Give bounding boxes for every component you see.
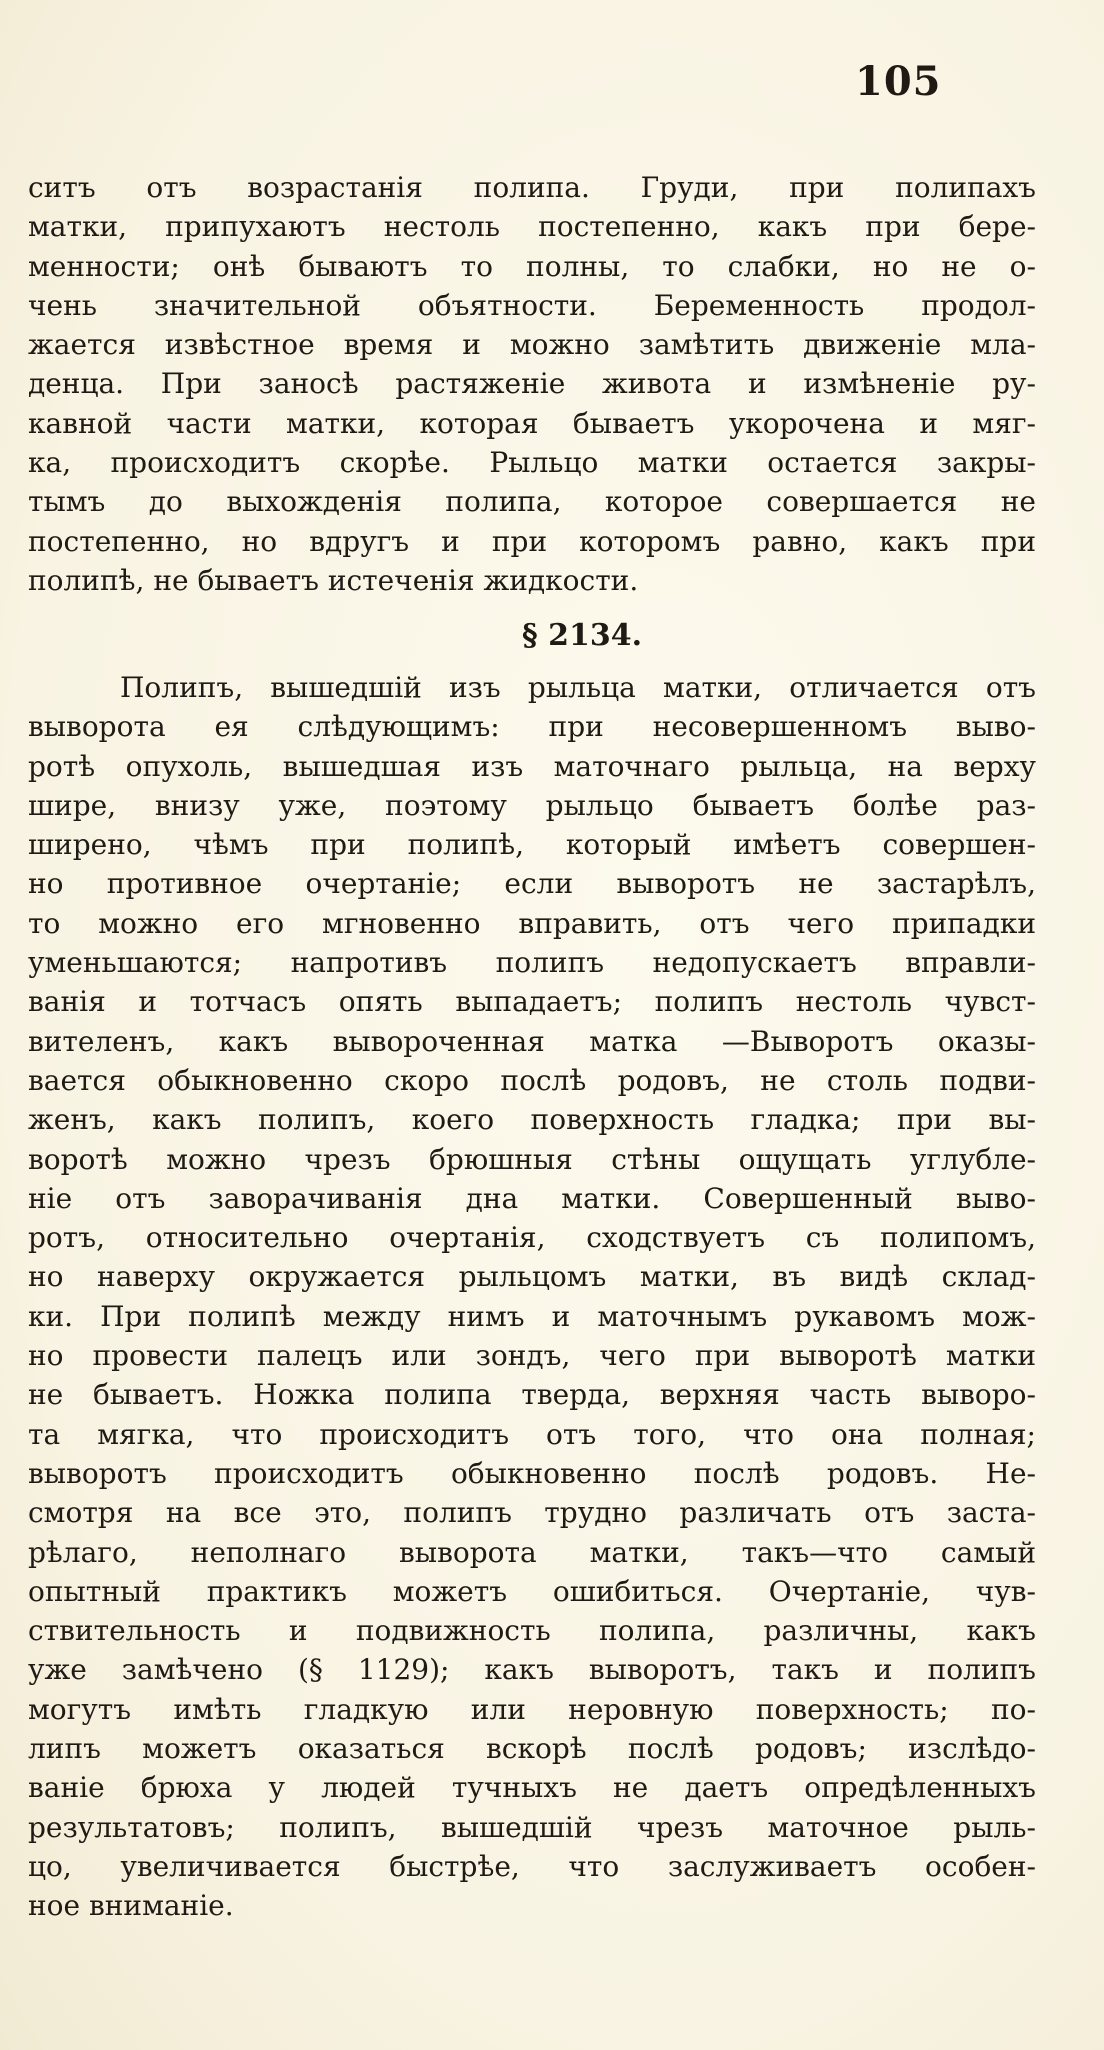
text-line: опытный практикъ можетъ ошибиться. Очертаніе, чув- bbox=[28, 1574, 1036, 1608]
text-line: выворотъ происходитъ обыкновенно послѣ родовъ. Не- bbox=[28, 1456, 1036, 1490]
text-line: жается извѣстное время и можно замѣтить движеніе мла- bbox=[28, 328, 1036, 362]
text-line: ка, происходитъ скорѣе. Рыльцо матки остается закры- bbox=[28, 446, 1036, 480]
text-line: то можно его мгновенно вправить, отъ чего припадки bbox=[28, 906, 1036, 940]
text-line: но провести палецъ или зондъ, чего при выворотѣ матки bbox=[28, 1339, 1036, 1373]
text-line: та мягка, что происходитъ отъ того, что она полная; bbox=[28, 1417, 1036, 1451]
text-line: вается обыкновенно скоро послѣ родовъ, не столь подви- bbox=[28, 1063, 1036, 1097]
text-line: но противное очертаніе; если выворотъ не застарѣлъ, bbox=[28, 867, 1036, 901]
text-line: чень значительной объятности. Беременность продол- bbox=[28, 288, 1036, 322]
text-line: воротѣ можно чрезъ брюшныя стѣны ощущать углубле- bbox=[28, 1142, 1036, 1176]
text-line: могутъ имѣть гладкую или неровную поверхность; по- bbox=[28, 1692, 1036, 1726]
text-line: рѣлаго, неполнаго выворота матки, такъ—что самый bbox=[28, 1535, 1036, 1569]
text-line: шире, внизу уже, поэтому рыльцо бываетъ болѣе раз- bbox=[28, 788, 1036, 822]
text-line: не бываетъ. Ножка полипа тверда, верхняя часть выворо- bbox=[28, 1378, 1036, 1412]
text-line: ванія и тотчасъ опять выпадаетъ; полипъ нестоль чувст- bbox=[28, 985, 1036, 1019]
text-line: матки, припухаютъ нестоль постепенно, какъ при бере- bbox=[28, 210, 1036, 244]
text-line: полипѣ, не бываетъ истеченія жидкости. bbox=[28, 563, 639, 597]
text-line: ситъ отъ возрастанія полипа. Груди, при полипахъ bbox=[28, 171, 1036, 204]
text-line: женъ, какъ полипъ, коего поверхность гладка; при вы- bbox=[28, 1103, 1036, 1137]
text-line: но наверху окружается рыльцомъ матки, въ видѣ склад- bbox=[28, 1260, 1036, 1294]
text-line: денца. При заносѣ растяженіе живота и измѣненіе ру- bbox=[28, 367, 1036, 401]
text-line: кавной части матки, которая бываетъ укорочена и мяг- bbox=[28, 406, 1036, 440]
paragraph-2 bbox=[28, 668, 1036, 1926]
text-line: постепенно, но вдругъ и при которомъ равно, какъ при bbox=[28, 524, 1036, 558]
text-line: тымъ до выхожденія полипа, которое совершается не bbox=[28, 485, 1036, 519]
text-line: смотря на все это, полипъ трудно различать отъ заста- bbox=[28, 1496, 1036, 1530]
text-line: менности; онѣ бываютъ то полны, то слабки, но не о- bbox=[28, 249, 1036, 283]
text-line: ротъ, относительно очертанія, сходствуетъ съ полипомъ, bbox=[28, 1221, 1036, 1255]
text-line: липъ можетъ оказаться вскорѣ послѣ родовъ; изслѣдо- bbox=[28, 1732, 1036, 1766]
text-line: уже замѣчено (§ 1129); какъ выворотъ, такъ и полипъ bbox=[28, 1653, 1036, 1687]
text-line: цо, увеличивается быстрѣе, что заслуживаетъ особен- bbox=[28, 1849, 1036, 1883]
text-line: Полипъ, вышедшій изъ рыльца матки, отличается отъ bbox=[120, 671, 1036, 704]
text-line: ки. При полипѣ между нимъ и маточнымъ рукавомъ мож- bbox=[28, 1299, 1036, 1333]
text-line: ное вниманіе. bbox=[28, 1889, 234, 1923]
page-number: 105 bbox=[855, 58, 942, 105]
paragraph-1 bbox=[28, 168, 1036, 600]
text-line: выворота ея слѣдующимъ: при несовершенномъ выво- bbox=[28, 710, 1036, 744]
text-line: вителенъ, какъ вывороченная матка —Выворотъ оказы- bbox=[28, 1024, 1036, 1058]
text-line: ширено, чѣмъ при полипѣ, который имѣетъ совершен- bbox=[28, 828, 1036, 862]
text-line: уменьшаются; напротивъ полипъ недопускаетъ вправли- bbox=[28, 946, 1036, 980]
text-line: ваніе брюха у людей тучныхъ не даетъ опредѣленныхъ bbox=[28, 1771, 1036, 1805]
section-heading: § 2134. bbox=[521, 618, 643, 653]
text-line: ніе отъ заворачиванія дна матки. Совершенный выво- bbox=[28, 1181, 1036, 1215]
text-line: результатовъ; полипъ, вышедшій чрезъ маточное рыль- bbox=[28, 1810, 1036, 1844]
text-line: ствительность и подвижность полипа, различны, какъ bbox=[28, 1614, 1036, 1648]
text-line: ротѣ опухоль, вышедшая изъ маточнаго рыльца, на верху bbox=[28, 749, 1036, 783]
